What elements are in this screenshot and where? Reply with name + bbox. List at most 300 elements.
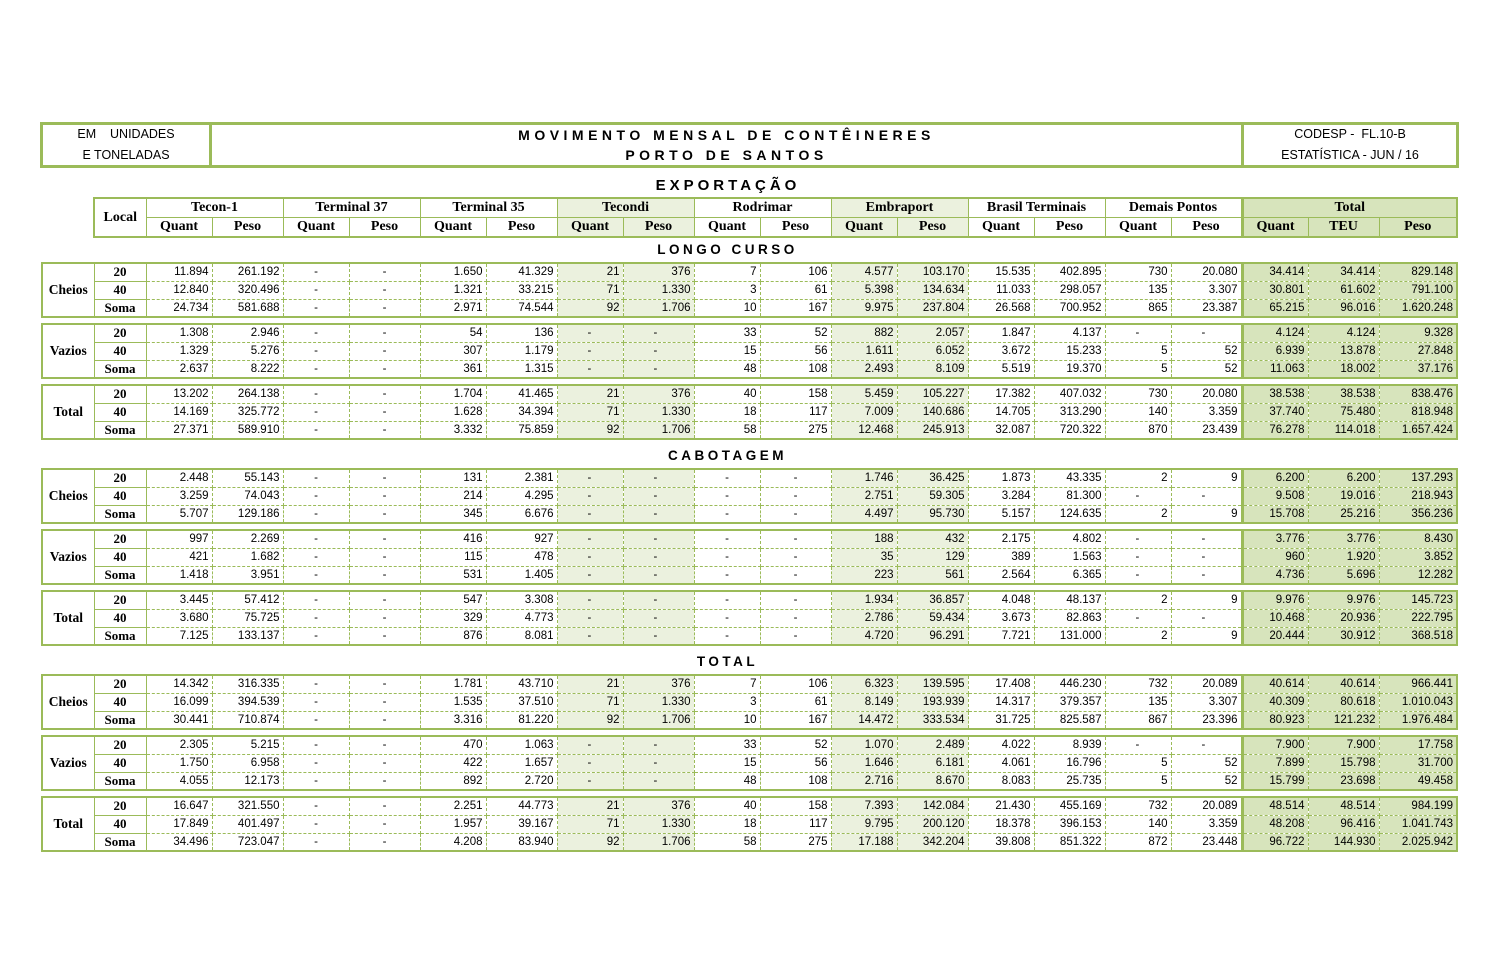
data-cell: 402.895 [1034, 263, 1105, 281]
data-cell: 37.740 [1242, 403, 1308, 421]
data-cell: - [557, 566, 623, 584]
data-cell: 325.772 [212, 403, 283, 421]
data-cell: 59.434 [897, 609, 968, 627]
row-label: 20 [94, 263, 146, 281]
row-label: 40 [94, 754, 146, 772]
data-cell: 92 [557, 421, 623, 439]
data-cell: 2.720 [486, 772, 557, 790]
data-cell: - [283, 299, 349, 317]
data-cell: 470 [420, 736, 486, 754]
row-label: 20 [94, 324, 146, 342]
group-label: Cheios [42, 469, 94, 523]
data-cell: 8.222 [212, 360, 283, 378]
data-cell: 1.746 [831, 469, 897, 487]
data-cell: 2.564 [968, 566, 1034, 584]
row-label: 20 [94, 736, 146, 754]
data-cell: 882 [831, 324, 897, 342]
data-cell: 96.416 [1308, 815, 1379, 833]
data-cell: 732 [1105, 675, 1171, 693]
data-cell: 3.852 [1379, 548, 1457, 566]
table-row [42, 342, 1457, 360]
data-cell: 158 [760, 385, 831, 403]
total-quant-header: Quant [1242, 218, 1308, 238]
data-cell: 71 [557, 693, 623, 711]
peso-header: Peso [623, 218, 694, 238]
data-cell: - [623, 627, 694, 645]
data-cell: 2.716 [831, 772, 897, 790]
data-cell: 9 [1171, 505, 1242, 523]
data-cell: - [760, 627, 831, 645]
data-cell: 2.493 [831, 360, 897, 378]
data-cell: 92 [557, 711, 623, 729]
data-cell: 31.725 [968, 711, 1034, 729]
table-row [42, 403, 1457, 421]
data-cell: 140.686 [897, 403, 968, 421]
data-cell: 10.468 [1242, 609, 1308, 627]
data-cell: 4.208 [420, 833, 486, 851]
data-cell: 829.148 [1379, 263, 1457, 281]
data-cell: - [349, 324, 420, 342]
row-label: 40 [94, 403, 146, 421]
data-cell: 76.278 [1242, 421, 1308, 439]
data-cell: 52 [760, 324, 831, 342]
data-cell: 9.795 [831, 815, 897, 833]
data-cell: - [349, 385, 420, 403]
data-cell: - [1105, 548, 1171, 566]
row-label: 20 [94, 675, 146, 693]
data-cell: - [1171, 324, 1242, 342]
peso-header: Peso [349, 218, 420, 238]
data-cell: 6.181 [897, 754, 968, 772]
peso-header: Peso [1034, 218, 1105, 238]
data-cell: 14.472 [831, 711, 897, 729]
data-cell: 2.971 [420, 299, 486, 317]
data-cell: - [1171, 530, 1242, 548]
data-cell: 14.317 [968, 693, 1034, 711]
data-cell: - [557, 324, 623, 342]
data-cell: 3.951 [212, 566, 283, 584]
data-cell: 131.000 [1034, 627, 1105, 645]
data-cell: 3.307 [1171, 693, 1242, 711]
group-label: Vazios [42, 530, 94, 584]
data-cell: 124.635 [1034, 505, 1105, 523]
data-cell: - [283, 360, 349, 378]
data-cell: 245.913 [897, 421, 968, 439]
data-cell: 5 [1105, 754, 1171, 772]
row-label: 20 [94, 797, 146, 815]
table-row [42, 815, 1457, 833]
data-cell: 75.725 [212, 609, 283, 627]
data-cell: 15.233 [1034, 342, 1105, 360]
data-cell: 6.323 [831, 675, 897, 693]
data-cell: 52 [760, 736, 831, 754]
data-cell: 193.939 [897, 693, 968, 711]
data-cell: 2.448 [146, 469, 212, 487]
data-cell: 144.930 [1308, 833, 1379, 851]
data-cell: - [283, 772, 349, 790]
group-label: Total [42, 797, 94, 851]
data-cell: 34.414 [1242, 263, 1308, 281]
data-cell: 20.089 [1171, 675, 1242, 693]
total-teu-header: TEU [1308, 218, 1379, 238]
data-cell: 3.332 [420, 421, 486, 439]
data-cell: 39.167 [486, 815, 557, 833]
data-cell: 75.480 [1308, 403, 1379, 421]
data-cell: 80.923 [1242, 711, 1308, 729]
data-cell: 1.405 [486, 566, 557, 584]
group-label: Total [42, 385, 94, 439]
data-cell: - [349, 675, 420, 693]
data-cell: 142.084 [897, 797, 968, 815]
data-cell: - [283, 797, 349, 815]
quant-header: Quant [694, 218, 760, 238]
data-cell: 12.173 [212, 772, 283, 790]
data-cell: 12.840 [146, 281, 212, 299]
data-cell: 5.215 [212, 736, 283, 754]
data-cell: 140 [1105, 403, 1171, 421]
group-label: Total [42, 591, 94, 645]
data-cell: 7 [694, 263, 760, 281]
source-cell [1241, 125, 1456, 165]
data-cell: - [557, 754, 623, 772]
data-cell: 167 [760, 299, 831, 317]
data-cell: 8.939 [1034, 736, 1105, 754]
data-cell: - [1105, 324, 1171, 342]
data-cell: 44.773 [486, 797, 557, 815]
data-cell: 237.804 [897, 299, 968, 317]
data-cell: 275 [760, 421, 831, 439]
data-cell: 432 [897, 530, 968, 548]
data-cell: 1.070 [831, 736, 897, 754]
data-cell: 36.857 [897, 591, 968, 609]
data-cell: - [694, 566, 760, 584]
data-cell: - [760, 566, 831, 584]
data-cell: 105.227 [897, 385, 968, 403]
row-label: Soma [94, 566, 146, 584]
data-cell: 40.614 [1242, 675, 1308, 693]
data-cell: 984.199 [1379, 797, 1457, 815]
group-label: Vazios [42, 736, 94, 790]
data-cell: 9.975 [831, 299, 897, 317]
data-cell: - [623, 530, 694, 548]
row-label: 20 [94, 591, 146, 609]
data-cell: 1.179 [486, 342, 557, 360]
data-cell: 25.216 [1308, 505, 1379, 523]
data-cell: - [1171, 566, 1242, 584]
data-cell: 5.276 [212, 342, 283, 360]
data-cell: 376 [623, 263, 694, 281]
data-cell: 137.293 [1379, 469, 1457, 487]
data-cell: 4.497 [831, 505, 897, 523]
data-cell: 71 [557, 403, 623, 421]
data-cell: 16.647 [146, 797, 212, 815]
data-cell: 396.153 [1034, 815, 1105, 833]
data-cell: 1.563 [1034, 548, 1105, 566]
data-cell: 21 [557, 797, 623, 815]
group-label: Cheios [42, 675, 94, 729]
data-cell: 40.309 [1242, 693, 1308, 711]
data-cell: 6.939 [1242, 342, 1308, 360]
data-group [41, 529, 1458, 585]
data-cell: 65.215 [1242, 299, 1308, 317]
data-cell: 1.650 [420, 263, 486, 281]
data-cell: 1.628 [420, 403, 486, 421]
data-cell: 7 [694, 675, 760, 693]
data-cell: 71 [557, 815, 623, 833]
data-cell: 4.720 [831, 627, 897, 645]
source-line-1: CODESP - FL.10-B [1294, 127, 1406, 141]
data-cell: 23.448 [1171, 833, 1242, 851]
terminal-header: Brasil Terminais [968, 198, 1105, 218]
data-cell: - [349, 797, 420, 815]
data-cell: 167 [760, 711, 831, 729]
data-cell: - [760, 609, 831, 627]
data-cell: 23.387 [1171, 299, 1242, 317]
table-row [42, 797, 1457, 815]
data-cell: - [760, 487, 831, 505]
data-cell: 8.149 [831, 693, 897, 711]
row-label: Soma [94, 505, 146, 523]
data-cell: 12.468 [831, 421, 897, 439]
data-cell: 54 [420, 324, 486, 342]
table-row [42, 263, 1457, 281]
data-cell: 4.124 [1242, 324, 1308, 342]
data-cell: 11.063 [1242, 360, 1308, 378]
report-title-cell [212, 125, 1241, 165]
data-cell: - [283, 815, 349, 833]
data-cell: 34.414 [1308, 263, 1379, 281]
data-cell: 9 [1171, 591, 1242, 609]
data-cell: 1.781 [420, 675, 486, 693]
data-cell: 825.587 [1034, 711, 1105, 729]
data-cell: 872 [1105, 833, 1171, 851]
data-cell: 6.958 [212, 754, 283, 772]
data-cell: 376 [623, 797, 694, 815]
data-cell: 31.700 [1379, 754, 1457, 772]
data-cell: - [1171, 609, 1242, 627]
data-cell: 40.614 [1308, 675, 1379, 693]
data-cell: 379.357 [1034, 693, 1105, 711]
data-cell: 865 [1105, 299, 1171, 317]
data-cell: 9 [1171, 627, 1242, 645]
data-cell: - [1105, 487, 1171, 505]
data-cell: 2 [1105, 627, 1171, 645]
data-cell: 3.359 [1171, 403, 1242, 421]
data-cell: 27.848 [1379, 342, 1457, 360]
data-cell: 2.305 [146, 736, 212, 754]
table-row [42, 772, 1457, 790]
data-cell: - [283, 566, 349, 584]
data-cell: 997 [146, 530, 212, 548]
data-cell: 57.412 [212, 591, 283, 609]
data-cell: 200.120 [897, 815, 968, 833]
data-cell: - [557, 548, 623, 566]
data-cell: 1.321 [420, 281, 486, 299]
data-cell: 3.259 [146, 487, 212, 505]
data-cell: 4.061 [968, 754, 1034, 772]
data-cell: 48 [694, 360, 760, 378]
data-cell: - [623, 469, 694, 487]
data-cell: 1.750 [146, 754, 212, 772]
data-cell: 927 [486, 530, 557, 548]
data-cell: - [349, 627, 420, 645]
data-cell: - [349, 815, 420, 833]
data-cell: - [283, 754, 349, 772]
data-cell: - [349, 693, 420, 711]
data-cell: 389 [968, 548, 1034, 566]
data-cell: 20.089 [1171, 797, 1242, 815]
data-cell: 407.032 [1034, 385, 1105, 403]
row-label: Soma [94, 833, 146, 851]
data-cell: - [283, 469, 349, 487]
row-label: Soma [94, 421, 146, 439]
data-cell: 38.538 [1242, 385, 1308, 403]
data-group [41, 262, 1458, 318]
data-cell: 23.439 [1171, 421, 1242, 439]
data-cell: 61 [760, 281, 831, 299]
data-cell: 25.735 [1034, 772, 1105, 790]
table-row [42, 566, 1457, 584]
peso-header: Peso [212, 218, 283, 238]
data-cell: 81.220 [486, 711, 557, 729]
data-cell: 82.863 [1034, 609, 1105, 627]
data-cell: - [623, 505, 694, 523]
table-row [42, 487, 1457, 505]
row-label: 20 [94, 469, 146, 487]
data-cell: 52 [1171, 772, 1242, 790]
data-cell: - [283, 324, 349, 342]
data-group [41, 468, 1458, 524]
data-group [41, 323, 1458, 379]
row-label: Soma [94, 299, 146, 317]
data-cell: - [557, 736, 623, 754]
data-cell: - [557, 342, 623, 360]
data-cell: 4.124 [1308, 324, 1379, 342]
data-cell: 17.408 [968, 675, 1034, 693]
row-label: Soma [94, 772, 146, 790]
data-cell: - [349, 609, 420, 627]
data-cell: - [623, 566, 694, 584]
data-cell: 27.371 [146, 421, 212, 439]
data-cell: 52 [1171, 342, 1242, 360]
data-cell: 95.730 [897, 505, 968, 523]
data-cell: 14.169 [146, 403, 212, 421]
data-group [41, 384, 1458, 440]
data-cell: 106 [760, 263, 831, 281]
table-row [42, 281, 1457, 299]
data-cell: 71 [557, 281, 623, 299]
data-cell: 3.284 [968, 487, 1034, 505]
data-cell: 56 [760, 754, 831, 772]
data-cell: 7.900 [1308, 736, 1379, 754]
data-cell: 838.476 [1379, 385, 1457, 403]
data-cell: 139.595 [897, 675, 968, 693]
data-cell: 9.328 [1379, 324, 1457, 342]
data-cell: 4.137 [1034, 324, 1105, 342]
data-cell: - [694, 469, 760, 487]
data-cell: 1.657 [486, 754, 557, 772]
data-cell: 3 [694, 693, 760, 711]
data-cell: 4.577 [831, 263, 897, 281]
data-cell: 108 [760, 360, 831, 378]
data-cell: 21 [557, 675, 623, 693]
data-cell: 92 [557, 833, 623, 851]
data-cell: 135 [1105, 693, 1171, 711]
data-group [41, 590, 1458, 646]
report-title: MOVIMENTO MENSAL DE CONTÊINERES [518, 127, 935, 143]
quant-header: Quant [283, 218, 349, 238]
data-cell: 870 [1105, 421, 1171, 439]
data-cell: 18.378 [968, 815, 1034, 833]
row-label: Soma [94, 627, 146, 645]
data-cell: 4.022 [968, 736, 1034, 754]
data-cell: 3.673 [968, 609, 1034, 627]
data-cell: - [1105, 736, 1171, 754]
data-cell: 2.489 [897, 736, 968, 754]
data-cell: - [283, 403, 349, 421]
data-cell: 4.802 [1034, 530, 1105, 548]
data-cell: 15.799 [1242, 772, 1308, 790]
data-cell: 5 [1105, 360, 1171, 378]
data-cell: 1.315 [486, 360, 557, 378]
data-cell: 33 [694, 324, 760, 342]
data-cell: 40 [694, 797, 760, 815]
data-cell: - [283, 627, 349, 645]
data-cell: - [283, 609, 349, 627]
data-cell: 108 [760, 772, 831, 790]
data-cell: 275 [760, 833, 831, 851]
data-cell: 1.611 [831, 342, 897, 360]
data-cell: 298.057 [1034, 281, 1105, 299]
data-cell: 455.169 [1034, 797, 1105, 815]
data-cell: 329 [420, 609, 486, 627]
data-cell: 214 [420, 487, 486, 505]
row-label: Soma [94, 711, 146, 729]
data-cell: - [349, 403, 420, 421]
data-cell: 2.175 [968, 530, 1034, 548]
data-cell: 52 [1171, 360, 1242, 378]
data-cell: 12.282 [1379, 566, 1457, 584]
data-cell: 43.335 [1034, 469, 1105, 487]
data-cell: - [760, 505, 831, 523]
data-cell: 75.859 [486, 421, 557, 439]
terminal-header: Tecon-1 [146, 198, 283, 218]
data-cell: 561 [897, 566, 968, 584]
table-row [42, 591, 1457, 609]
data-cell: 581.688 [212, 299, 283, 317]
data-cell: 1.063 [486, 736, 557, 754]
data-cell: - [349, 281, 420, 299]
data-cell: 1.706 [623, 299, 694, 317]
data-cell: - [694, 627, 760, 645]
data-cell: 36.425 [897, 469, 968, 487]
data-cell: - [349, 421, 420, 439]
data-cell: - [557, 487, 623, 505]
quant-header: Quant [420, 218, 486, 238]
data-cell: - [694, 487, 760, 505]
data-cell: 876 [420, 627, 486, 645]
data-cell: 791.100 [1379, 281, 1457, 299]
page-title: EXPORTAÇÃO [655, 177, 801, 194]
data-cell: - [349, 548, 420, 566]
data-cell: 37.176 [1379, 360, 1457, 378]
data-cell: 321.550 [212, 797, 283, 815]
peso-header: Peso [760, 218, 831, 238]
data-cell: 41.329 [486, 263, 557, 281]
data-cell: 48.208 [1242, 815, 1308, 833]
data-cell: - [623, 548, 694, 566]
data-cell: 1.706 [623, 421, 694, 439]
